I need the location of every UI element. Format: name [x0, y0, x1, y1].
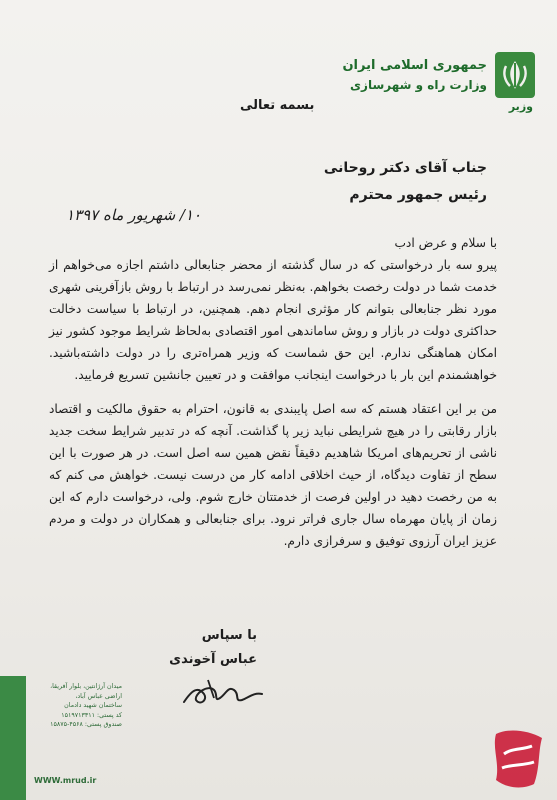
ministry-website: WWW.mrud.ir: [34, 776, 97, 785]
address-line: اراضی عباس آباد،: [75, 692, 122, 700]
address-line: میدان آرژانتین، بلوار آفریقا،: [50, 683, 122, 690]
address-line: کد پستی: ۱۵۱۹۷۱۳۳۱۱: [61, 711, 122, 719]
publisher-watermark-icon: [488, 724, 550, 794]
addressee-title: رئیس جمهور محترم: [349, 187, 487, 203]
closing: با سپاس: [201, 628, 257, 643]
letter-body: [49, 232, 497, 564]
ministry-address: [32, 682, 122, 730]
paragraph-2: من بر این اعتقاد هستم که سه اصل پایبندی به قانون، احترام به حقوق مالکیت و اقتصاد بازار رقابتی را در هیچ شرایطی نباید زیر پا گذاشت. آنچه که در تدبیر شرایط سخت جدید ناشی از تحریم‌های امریکا شاهدیم دقیقاً نقض همین سه اصل است. در هر صورت با این سطح از تفاوت دیدگاه، از حیث اخلاقی ادامه کار من درست نیست. خواهش می کنم که به من رخصت دهید در اولین فرصت از خدمتتان خارج شوم. ولی، درخواست دارم که این زمان از پایان مهرماه سال جاری فراتر نرود. برای جنابعالی و همکاران در دولت و مردم عزیز ایران آرزوی توفیق و سرفرازی دارم.: [49, 402, 497, 548]
government-name: جمهوری اسلامی ایران: [342, 58, 487, 73]
letter-date: ۱۰/ شهریور ماه ۱۳۹۷: [66, 206, 202, 224]
signer-name: عباس آخوندی: [169, 652, 257, 667]
addressee-name: جناب آقای دکتر روحانی: [323, 160, 487, 176]
paragraph-1: پیرو سه بار درخواستی که در سال گذشته از محضر جنابعالی داشتم اجازه می‌خواهم از خدمت شما در دولت رخصت بخواهم. به‌نظر نمی‌رسد در ارتباط با روش بازآفرینی شهری مورد نظر جنابعالی بتوانم کار مؤثری انجام دهم. همچنین، در ارتباط با سیاست دخالت حداکثری دولت در بازار و روش ساماندهی امور اقتصادی به‌لحاظ شرایط موجود کشور نیز امکان هماهنگی ندارم. این حق شماست که وزیر همراه‌تری را در دولت داشته‌باشید. خواهشمندم این بار با درخواست اینجانب موافقت و در تعیین جانشین تسریع فرمایید.: [49, 258, 497, 382]
handwritten-signature: [178, 672, 268, 712]
iran-emblem-icon: [495, 52, 535, 98]
footer-accent-bar: [0, 676, 26, 800]
invocation: بسمه تعالی: [240, 98, 315, 113]
address-line: صندوق پستی: ۴۵۶۸-۱۵۸۷۵: [50, 721, 122, 729]
ministry-name: وزارت راه و شهرسازی: [350, 78, 487, 92]
greeting: با سلام و عرض ادب: [394, 236, 497, 250]
address-line: ساختمان شهید دادمان: [64, 702, 122, 710]
office-title: وزیر: [508, 100, 533, 113]
